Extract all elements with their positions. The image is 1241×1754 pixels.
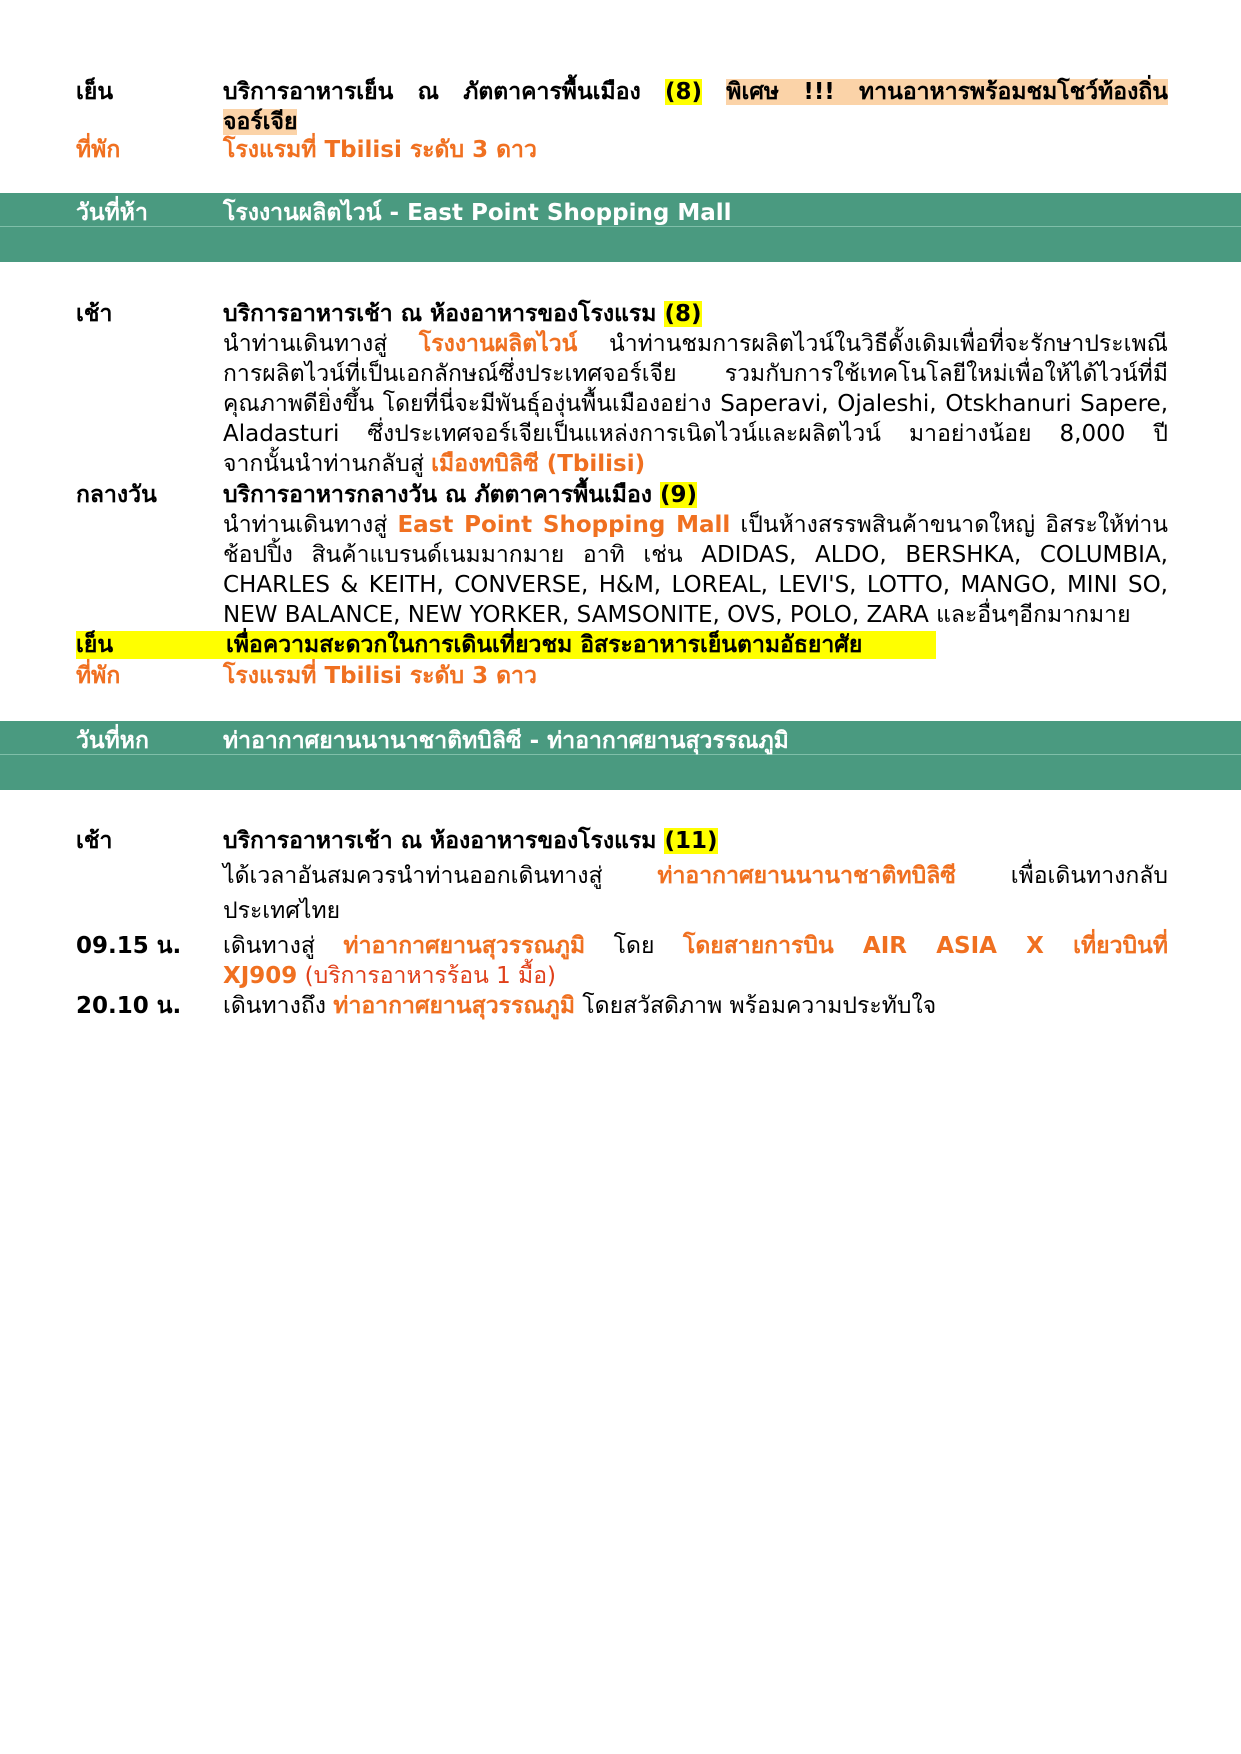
day6-header-band — [0, 721, 1241, 790]
meal-number-badge: (8) — [664, 301, 702, 327]
day5-header-band — [0, 193, 1241, 262]
breakfast-text: บริการอาหารเช้า ณ ห้องอาหารของโรงแรม — [223, 828, 657, 854]
para-text: นำท่านเดินทางสู่ — [223, 512, 388, 538]
breakfast-label: เช้า — [76, 301, 113, 327]
day5-label: วันที่ห้า — [76, 200, 148, 226]
para-text: ได้เวลาอันสมควรนำท่านออกเดินทางสู่ — [223, 863, 603, 889]
special-show-note: พิเศษ !!! ทานอาหารพร้อมชมโชว์ท้องถิ่น — [726, 79, 1168, 105]
para-line: Aladasturi ซึ่งประเทศจอร์เจียเป็นแหล่งการเนิดไวน์และผลิตไวน์ มาอย่างน้อย 8,000 ปี — [223, 421, 1168, 447]
para-line: คุณภาพดียิ่งขึ้น โดยที่นี่จะมีพันธุ์องุ่นพื้นเมืองอย่าง Saperavi, Ojaleshi, Otskhanuri Sapere, — [223, 391, 1168, 417]
para-line: ช้อปปิ้ง สินค้าแบรนด์เนมมากมาย อาทิ เช่น ADIDAS, ALDO, BERSHKA, COLUMBIA, — [223, 542, 1168, 568]
hotel-label: ที่พัก — [76, 137, 121, 163]
arrival-line — [223, 991, 1168, 1021]
time-label: 20.10 น. — [76, 993, 182, 1019]
meal-number-badge: (8) — [665, 79, 703, 105]
para-text: จากนั้นนำท่านกลับสู่ — [223, 451, 424, 477]
dinner-text: บริการอาหารเย็น ณ ภัตตาคารพื้นเมือง — [223, 79, 641, 105]
breakfast-label: เช้า — [76, 828, 113, 854]
para-text: โดยสวัสดิภาพ พร้อมความประทับใจ — [582, 993, 937, 1019]
breakfast-text: บริการอาหารเช้า ณ ห้องอาหารของโรงแรม — [223, 301, 657, 327]
para-text: โดย — [613, 933, 655, 959]
dinner-label: เย็น — [76, 79, 114, 105]
winery-highlight: โรงงานผลิตไวน์ — [418, 331, 578, 357]
lunch-label: กลางวัน — [76, 482, 157, 508]
para-line: การผลิตไวน์ที่เป็นเอกลักษณ์ซึ่งประเทศจอร์เจีย รวมกับการใช้เทคโนโลยีใหม่เพื่อให้ได้ไวน์ที่มี — [223, 361, 1168, 387]
airport-highlight: ท่าอากาศยานสุวรรณภูมิ — [333, 993, 575, 1019]
lunch-text: บริการอาหารกลางวัน ณ ภัตตาคารพื้นเมือง — [223, 482, 653, 508]
day5-morning-block — [223, 299, 1168, 479]
para-line: NEW BALANCE, NEW YORKER, SAMSONITE, OVS, POLO, ZARA และอื่นๆอีกมากมาย — [223, 602, 1131, 628]
day5-title: โรงงานผลิตไวน์ - East Point Shopping Mall — [223, 200, 732, 226]
para-text: นำท่านชมการผลิตไวน์ในวิธีดั้งเดิมเพื่อที่จะรักษาประเพณี — [609, 331, 1168, 357]
day6-morning-block — [223, 826, 1168, 926]
flight-highlight: โดยสายการบิน AIR ASIA X เที่ยวบินที่ — [682, 933, 1169, 959]
para-text: เป็นห้างสรรพสินค้าขนาดใหญ่ อิสระให้ท่าน — [740, 512, 1169, 538]
para-text: เพื่อเดินทางกลับ — [1010, 863, 1168, 889]
para-text: นำท่านเดินทางสู่ — [223, 331, 388, 357]
dinner-label: เย็น — [76, 632, 114, 658]
meal-note: (บริการอาหารร้อน 1 มื้อ) — [304, 963, 556, 989]
flight-number: XJ909 — [223, 963, 298, 989]
meal-number-badge: (9) — [660, 482, 698, 508]
para-line: CHARLES & KEITH, CONVERSE, H&M, LOREAL, LEVI'S, LOTTO, MANGO, MINI SO, — [223, 572, 1168, 598]
time-label: 09.15 น. — [76, 933, 182, 959]
day5-lunch-block — [223, 480, 1168, 630]
hotel-text: โรงแรมที่ Tbilisi ระดับ 3 ดาว — [223, 137, 537, 163]
airport-highlight: ท่าอากาศยานสุวรรณภูมิ — [343, 933, 586, 959]
para-text: เดินทางถึง — [223, 993, 326, 1019]
para-text: เดินทางสู่ — [223, 933, 315, 959]
hotel-text: โรงแรมที่ Tbilisi ระดับ 3 ดาว — [223, 663, 537, 689]
dinner-row — [223, 77, 1168, 137]
tbilisi-highlight: เมืองทบิลิซี (Tbilisi) — [431, 451, 646, 477]
departure-block — [223, 931, 1168, 991]
day6-label: วันที่หก — [76, 728, 149, 754]
special-show-note-cont: จอร์เจีย — [223, 109, 298, 135]
hotel-label: ที่พัก — [76, 663, 121, 689]
para-line: ประเทศไทย — [223, 898, 341, 924]
mall-highlight: East Point Shopping Mall — [397, 512, 731, 538]
dinner-text: เพื่อความสะดวกในการเดินเที่ยวชม อิสระอาหารเย็นตามอัธยาศัย — [226, 632, 863, 658]
airport-highlight: ท่าอากาศยานนานาชาติทบิลิซี — [657, 863, 956, 889]
meal-number-badge: (11) — [664, 828, 718, 854]
day6-title: ท่าอากาศยานนานาชาติทบิลิซี - ท่าอากาศยานสุวรรณภูมิ — [223, 728, 789, 754]
